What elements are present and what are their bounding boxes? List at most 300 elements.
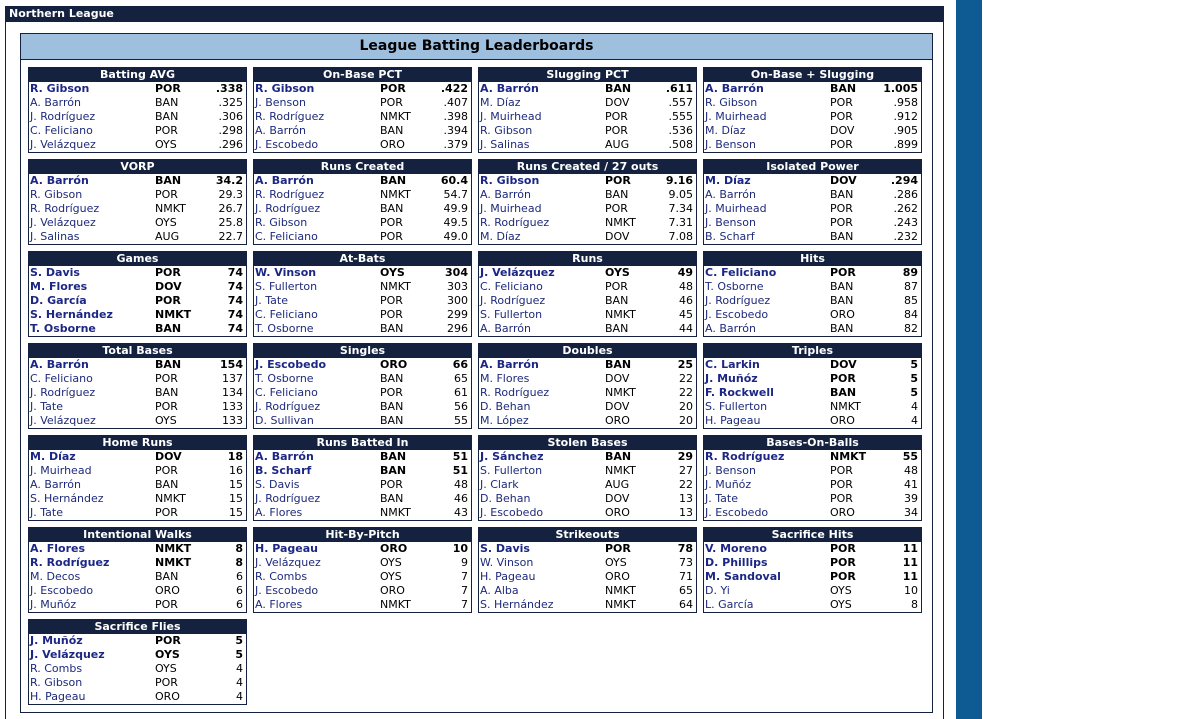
player-link[interactable]: A. Barrón: [705, 188, 756, 201]
player-link[interactable]: H. Pageau: [705, 414, 761, 427]
stat-value: 22.7: [218, 230, 243, 243]
player-link[interactable]: A. Alba: [480, 584, 519, 597]
player-link[interactable]: J. Muirhead: [705, 110, 767, 123]
stat-value: 4: [236, 676, 243, 689]
player-link[interactable]: C. Feliciano: [255, 308, 318, 321]
stat-value: 15: [229, 478, 243, 491]
player-link[interactable]: S. Hernández: [480, 598, 554, 611]
leaderboard-row: [29, 584, 246, 598]
leaderboard-row: [704, 598, 921, 612]
stat-value: 5: [910, 386, 918, 399]
player-link[interactable]: J. Sánchez: [480, 450, 544, 463]
player-link[interactable]: B. Scharf: [255, 464, 312, 477]
player-link[interactable]: J. Rodríguez: [255, 492, 321, 505]
stat-value: 13: [679, 492, 693, 505]
leaderboard-total-bases: [28, 343, 247, 429]
leaderboard-row: [479, 478, 696, 492]
leaderboard-row: [704, 556, 921, 570]
leaderboard-row: [704, 124, 921, 138]
player-link[interactable]: J. Benson: [705, 138, 756, 151]
leaderboard-row: [704, 372, 921, 386]
stat-value: .398: [443, 110, 468, 123]
player-link[interactable]: J. Muñóz: [705, 372, 758, 385]
leaderboard-row: [29, 450, 246, 464]
player-link[interactable]: R. Rodríguez: [255, 188, 325, 201]
player-link[interactable]: C. Feliciano: [480, 280, 543, 293]
leaderboard-slugging-pct: [478, 67, 697, 153]
leaderboard-on-base-pct: [253, 67, 472, 153]
stat-value: 46: [679, 294, 693, 307]
leaderboard-row: [479, 280, 696, 294]
player-link[interactable]: J. Velázquez: [255, 556, 321, 569]
stat-value: .407: [443, 96, 468, 109]
leaderboard-row: [29, 322, 246, 336]
stat-value: 133: [222, 414, 243, 427]
player-link[interactable]: S. Davis: [480, 542, 530, 555]
player-link[interactable]: J. Tate: [705, 492, 738, 505]
stat-value: 66: [452, 358, 468, 371]
player-link[interactable]: V. Moreno: [705, 542, 767, 555]
team-abbr: ORO: [605, 506, 630, 519]
team-abbr: BAN: [155, 96, 179, 109]
player-link[interactable]: W. Vinson: [255, 266, 317, 279]
player-link[interactable]: H. Pageau: [480, 570, 536, 583]
player-link[interactable]: B. Scharf: [705, 230, 755, 243]
stat-value: 71: [679, 570, 693, 583]
player-link[interactable]: M. Díaz: [480, 96, 521, 109]
leaderboard-row: [29, 492, 246, 506]
player-link[interactable]: J. Escobedo: [255, 358, 327, 371]
team-abbr: NMKT: [380, 598, 411, 611]
stat-value: .294: [890, 174, 918, 187]
player-link[interactable]: R. Gibson: [255, 82, 315, 95]
player-link[interactable]: S. Fullerton: [480, 308, 543, 321]
stat-value: 7.31: [668, 216, 693, 229]
stat-value: 9.16: [665, 174, 693, 187]
player-link[interactable]: J. Muirhead: [705, 202, 767, 215]
leaderboard-row: [479, 584, 696, 598]
player-link[interactable]: C. Feliciano: [705, 266, 777, 279]
player-link[interactable]: J. Velázquez: [30, 648, 105, 661]
team-abbr: BAN: [155, 570, 179, 583]
stat-value: 34.2: [215, 174, 243, 187]
leaderboard-title: Runs Batted In: [254, 436, 471, 450]
leaderboard-row: [29, 188, 246, 202]
player-link[interactable]: A. Flores: [255, 598, 303, 611]
leaderboard-row: [704, 542, 921, 556]
team-abbr: OYS: [830, 598, 852, 611]
player-link[interactable]: J. Salinas: [30, 230, 80, 243]
player-link[interactable]: A. Barrón: [480, 358, 539, 371]
leaderboard-row: [29, 308, 246, 322]
player-link[interactable]: J. Muñóz: [30, 634, 83, 647]
leaderboard-row: [704, 322, 921, 336]
team-abbr: BAN: [155, 174, 182, 187]
player-link[interactable]: T. Osborne: [255, 322, 314, 335]
player-link[interactable]: R. Gibson: [30, 188, 83, 201]
player-link[interactable]: M. Díaz: [705, 174, 751, 187]
team-abbr: POR: [155, 82, 181, 95]
player-link[interactable]: J. Velázquez: [30, 216, 96, 229]
player-link[interactable]: J. Benson: [705, 216, 756, 229]
player-link[interactable]: L. García: [705, 598, 754, 611]
leaderboard-row: [479, 82, 696, 96]
team-abbr: POR: [155, 506, 178, 519]
player-link[interactable]: A. Barrón: [30, 478, 81, 491]
team-abbr: DOV: [830, 358, 857, 371]
stat-value: .508: [668, 138, 693, 151]
stat-value: 13: [679, 506, 693, 519]
team-abbr: POR: [830, 372, 856, 385]
player-link[interactable]: J. Escobedo: [705, 308, 769, 321]
leaderboard-sacrifice-flies: [28, 619, 247, 705]
team-abbr: NMKT: [155, 556, 192, 569]
leaderboard-row: [254, 294, 471, 308]
player-link[interactable]: R. Combs: [255, 570, 308, 583]
player-link[interactable]: S. Davis: [30, 266, 80, 279]
leaderboard-title: Isolated Power: [704, 160, 921, 174]
team-abbr: POR: [155, 634, 181, 647]
team-abbr: NMKT: [155, 202, 186, 215]
player-link[interactable]: R. Gibson: [255, 216, 308, 229]
player-link[interactable]: S. Fullerton: [255, 280, 318, 293]
leaderboard-title: Triples: [704, 344, 921, 358]
leaderboard-triples: [703, 343, 922, 429]
stat-value: 49.5: [443, 216, 468, 229]
leaderboard-row: [254, 202, 471, 216]
player-link[interactable]: S. Davis: [255, 478, 300, 491]
stat-value: 74: [227, 266, 243, 279]
stat-value: 49: [677, 266, 693, 279]
team-abbr: POR: [155, 400, 178, 413]
leaderboard-row: [479, 230, 696, 244]
leaderboard-isolated-power: [703, 159, 922, 245]
team-abbr: NMKT: [605, 386, 636, 399]
player-link[interactable]: R. Gibson: [30, 676, 83, 689]
player-link[interactable]: C. Feliciano: [255, 386, 318, 399]
player-link[interactable]: J. Salinas: [480, 138, 530, 151]
stat-value: 56: [454, 400, 468, 413]
leaderboard-row: [704, 266, 921, 280]
leaderboard-row: [479, 188, 696, 202]
player-link[interactable]: D. Behan: [480, 492, 531, 505]
player-link[interactable]: D. Phillips: [705, 556, 768, 569]
player-link[interactable]: J. Benson: [705, 464, 756, 477]
leaderboard-on-base-slugging: [703, 67, 922, 153]
team-abbr: BAN: [605, 82, 632, 95]
player-link[interactable]: J. Escobedo: [255, 138, 319, 151]
leaderboard-row: [29, 542, 246, 556]
player-link[interactable]: M. López: [480, 414, 529, 427]
player-link[interactable]: J. Rodríguez: [255, 400, 321, 413]
player-link[interactable]: R. Combs: [30, 662, 83, 675]
player-link[interactable]: J. Rodríguez: [30, 110, 96, 123]
stat-value: 4: [911, 414, 918, 427]
leaderboard-title: Hits: [704, 252, 921, 266]
leaderboard-title: On-Base PCT: [254, 68, 471, 82]
player-link[interactable]: R. Gibson: [480, 124, 533, 137]
leaderboard-row: [254, 450, 471, 464]
leaderboard-bases-on-balls: [703, 435, 922, 521]
player-link[interactable]: M. Decos: [30, 570, 81, 583]
stat-value: 7.08: [668, 230, 693, 243]
leaderboard-row: [704, 82, 921, 96]
leaderboard-row: [29, 280, 246, 294]
stat-value: 7: [461, 584, 468, 597]
team-abbr: AUG: [155, 230, 180, 243]
leaderboard-title: Batting AVG: [29, 68, 246, 82]
player-link[interactable]: R. Rodríguez: [480, 386, 550, 399]
player-link[interactable]: J. Muñóz: [705, 478, 752, 491]
leaderboard-row: [254, 96, 471, 110]
stat-value: .232: [893, 230, 918, 243]
leaderboard-row: [29, 358, 246, 372]
leaderboard-row: [29, 294, 246, 308]
player-link[interactable]: C. Feliciano: [255, 230, 318, 243]
player-link[interactable]: J. Tate: [255, 294, 288, 307]
leaderboard-row: [704, 280, 921, 294]
player-link[interactable]: T. Osborne: [705, 280, 764, 293]
stat-value: 8: [911, 598, 918, 611]
team-abbr: POR: [155, 372, 178, 385]
player-link[interactable]: A. Barrón: [480, 82, 539, 95]
player-link[interactable]: A. Barrón: [30, 358, 89, 371]
player-link[interactable]: A. Barrón: [255, 450, 314, 463]
player-link[interactable]: R. Gibson: [705, 96, 758, 109]
stat-value: 29: [677, 450, 693, 463]
player-link[interactable]: D. Behan: [480, 400, 531, 413]
player-link[interactable]: T. Osborne: [255, 372, 314, 385]
stat-value: 4: [236, 662, 243, 675]
player-link[interactable]: A. Barrón: [480, 322, 531, 335]
player-link[interactable]: F. Rockwell: [705, 386, 774, 399]
player-link[interactable]: A. Barrón: [30, 96, 81, 109]
player-link[interactable]: S. Fullerton: [705, 400, 768, 413]
leaderboard-title: Runs Created / 27 outs: [479, 160, 696, 174]
stat-value: .557: [668, 96, 693, 109]
leaderboard-stolen-bases: [478, 435, 697, 521]
leaderboard-title: Total Bases: [29, 344, 246, 358]
leaderboard-row: [704, 570, 921, 584]
player-link[interactable]: J. Escobedo: [255, 584, 319, 597]
team-abbr: ORO: [605, 570, 630, 583]
player-link[interactable]: J. Muirhead: [30, 464, 92, 477]
stat-value: .306: [218, 110, 243, 123]
player-link[interactable]: M. Díaz: [705, 124, 746, 137]
leaderboard-batting-avg: [28, 67, 247, 153]
player-link[interactable]: M. Díaz: [480, 230, 521, 243]
team-abbr: POR: [155, 188, 178, 201]
player-link[interactable]: J. Escobedo: [30, 584, 94, 597]
leaderboard-row: [254, 598, 471, 612]
player-link[interactable]: R. Rodríguez: [30, 556, 110, 569]
team-abbr: POR: [830, 96, 853, 109]
player-link[interactable]: A. Barrón: [255, 124, 306, 137]
stat-value: 65: [679, 584, 693, 597]
team-abbr: NMKT: [605, 308, 636, 321]
leaderboard-row: [704, 216, 921, 230]
player-link[interactable]: J. Velázquez: [30, 414, 96, 427]
player-link[interactable]: A. Barrón: [480, 188, 531, 201]
leaderboard-row: [254, 584, 471, 598]
player-link[interactable]: J. Rodríguez: [480, 294, 546, 307]
leaderboard-row: [479, 450, 696, 464]
stat-value: 55: [902, 450, 918, 463]
player-link[interactable]: M. Díaz: [30, 450, 76, 463]
stat-value: 54.7: [443, 188, 468, 201]
player-link[interactable]: R. Rodríguez: [30, 202, 100, 215]
player-link[interactable]: J. Benson: [255, 96, 306, 109]
team-abbr: OYS: [155, 216, 177, 229]
player-link[interactable]: T. Osborne: [30, 322, 96, 335]
stat-value: 51: [452, 450, 468, 463]
player-link[interactable]: A. Barrón: [30, 174, 89, 187]
leaderboard-title: At-Bats: [254, 252, 471, 266]
team-abbr: POR: [380, 216, 403, 229]
stat-value: 82: [904, 322, 918, 335]
stat-value: 133: [222, 400, 243, 413]
team-abbr: POR: [155, 266, 181, 279]
stat-value: 18: [227, 450, 243, 463]
player-link[interactable]: M. Flores: [480, 372, 530, 385]
leaderboard-title: Games: [29, 252, 246, 266]
team-abbr: DOV: [605, 400, 630, 413]
leaderboard-row: [29, 202, 246, 216]
team-abbr: POR: [380, 82, 406, 95]
team-abbr: POR: [155, 676, 178, 689]
player-link[interactable]: R. Gibson: [30, 82, 90, 95]
leaderboard-row: [254, 174, 471, 188]
leaderboard-row: [29, 634, 246, 648]
team-abbr: BAN: [380, 202, 404, 215]
player-link[interactable]: R. Rodríguez: [480, 216, 550, 229]
team-abbr: POR: [155, 464, 178, 477]
player-link[interactable]: A. Barrón: [255, 174, 314, 187]
player-link[interactable]: J. Velázquez: [30, 138, 96, 151]
team-abbr: POR: [605, 110, 628, 123]
team-abbr: POR: [830, 110, 853, 123]
team-abbr: BAN: [380, 414, 404, 427]
player-link[interactable]: J. Clark: [480, 478, 519, 491]
league-title-bar: [5, 6, 944, 22]
leaderboard-row: [704, 584, 921, 598]
stat-value: .899: [893, 138, 918, 151]
player-link[interactable]: J. Rodríguez: [705, 294, 771, 307]
player-link[interactable]: M. Flores: [30, 280, 88, 293]
leaderboard-runs-created-27-outs: [478, 159, 697, 245]
stat-value: 34: [904, 506, 918, 519]
leaderboard-row: [29, 230, 246, 244]
stat-value: 48: [679, 280, 693, 293]
player-link[interactable]: R. Rodríguez: [255, 110, 325, 123]
stat-value: 154: [220, 358, 243, 371]
leaderboard-row: [479, 138, 696, 152]
leaderboard-row: [704, 464, 921, 478]
team-abbr: NMKT: [830, 450, 867, 463]
player-link[interactable]: D. Yi: [705, 584, 730, 597]
leaderboard-row: [479, 400, 696, 414]
player-link[interactable]: C. Larkin: [705, 358, 760, 371]
team-abbr: POR: [380, 294, 403, 307]
leaderboard-row: [29, 662, 246, 676]
player-link[interactable]: A. Flores: [255, 506, 303, 519]
leaderboard-row: [479, 358, 696, 372]
player-link[interactable]: H. Pageau: [255, 542, 318, 555]
player-link[interactable]: J. Tate: [30, 400, 63, 413]
player-link[interactable]: J. Muirhead: [480, 202, 542, 215]
team-abbr: POR: [830, 542, 856, 555]
leaderboard-title: Bases-On-Balls: [704, 436, 921, 450]
player-link[interactable]: J. Muirhead: [480, 110, 542, 123]
stat-value: .958: [893, 96, 918, 109]
player-link[interactable]: J. Escobedo: [705, 506, 769, 519]
team-abbr: NMKT: [605, 464, 636, 477]
leaderboard-title: Hit-By-Pitch: [254, 528, 471, 542]
player-link[interactable]: W. Vinson: [480, 556, 534, 569]
leaderboard-runs-batted-in: [253, 435, 472, 521]
player-link[interactable]: D. Sullivan: [255, 414, 314, 427]
player-link[interactable]: M. Sandoval: [705, 570, 781, 583]
player-link[interactable]: J. Rodríguez: [30, 386, 96, 399]
team-abbr: POR: [830, 202, 853, 215]
leaderboard-row: [254, 400, 471, 414]
player-link[interactable]: C. Feliciano: [30, 372, 93, 385]
leaderboard-row: [29, 96, 246, 110]
player-link[interactable]: J. Velázquez: [480, 266, 555, 279]
player-link[interactable]: A. Barrón: [705, 322, 756, 335]
stat-value: 39: [904, 492, 918, 505]
player-link[interactable]: J. Muñóz: [30, 598, 77, 611]
leaderboard-row: [479, 202, 696, 216]
leaderboard-title: Sacrifice Hits: [704, 528, 921, 542]
leaderboard-row: [479, 556, 696, 570]
stat-value: 84: [904, 308, 918, 321]
team-abbr: OYS: [155, 138, 177, 151]
leaderboard-row: [479, 372, 696, 386]
leaderboard-row: [254, 542, 471, 556]
leaderboard-title: Runs Created: [254, 160, 471, 174]
player-link[interactable]: S. Hernández: [30, 492, 104, 505]
team-abbr: BAN: [830, 280, 854, 293]
stat-value: 6: [236, 570, 243, 583]
team-abbr: POR: [380, 308, 403, 321]
team-abbr: BAN: [380, 372, 404, 385]
leaderboard-title: Singles: [254, 344, 471, 358]
team-abbr: NMKT: [605, 584, 636, 597]
player-link[interactable]: A. Flores: [30, 542, 85, 555]
player-link[interactable]: S. Fullerton: [480, 464, 543, 477]
player-link[interactable]: H. Pageau: [30, 690, 86, 703]
team-abbr: NMKT: [380, 280, 411, 293]
leaderboard-row: [704, 450, 921, 464]
team-abbr: POR: [380, 386, 403, 399]
player-link[interactable]: J. Tate: [30, 506, 63, 519]
player-link[interactable]: S. Hernández: [30, 308, 113, 321]
stat-value: 25: [677, 358, 693, 371]
stat-value: 4: [236, 690, 243, 703]
player-link[interactable]: R. Gibson: [480, 174, 540, 187]
player-link[interactable]: J. Rodríguez: [255, 202, 321, 215]
player-link[interactable]: J. Escobedo: [480, 506, 544, 519]
leaderboard-row: [479, 266, 696, 280]
player-link[interactable]: A. Barrón: [705, 82, 764, 95]
leaderboard-row: [479, 386, 696, 400]
player-link[interactable]: D. García: [30, 294, 87, 307]
team-abbr: DOV: [605, 230, 630, 243]
team-abbr: POR: [830, 138, 853, 151]
player-link[interactable]: C. Feliciano: [30, 124, 93, 137]
player-link[interactable]: R. Rodríguez: [705, 450, 785, 463]
